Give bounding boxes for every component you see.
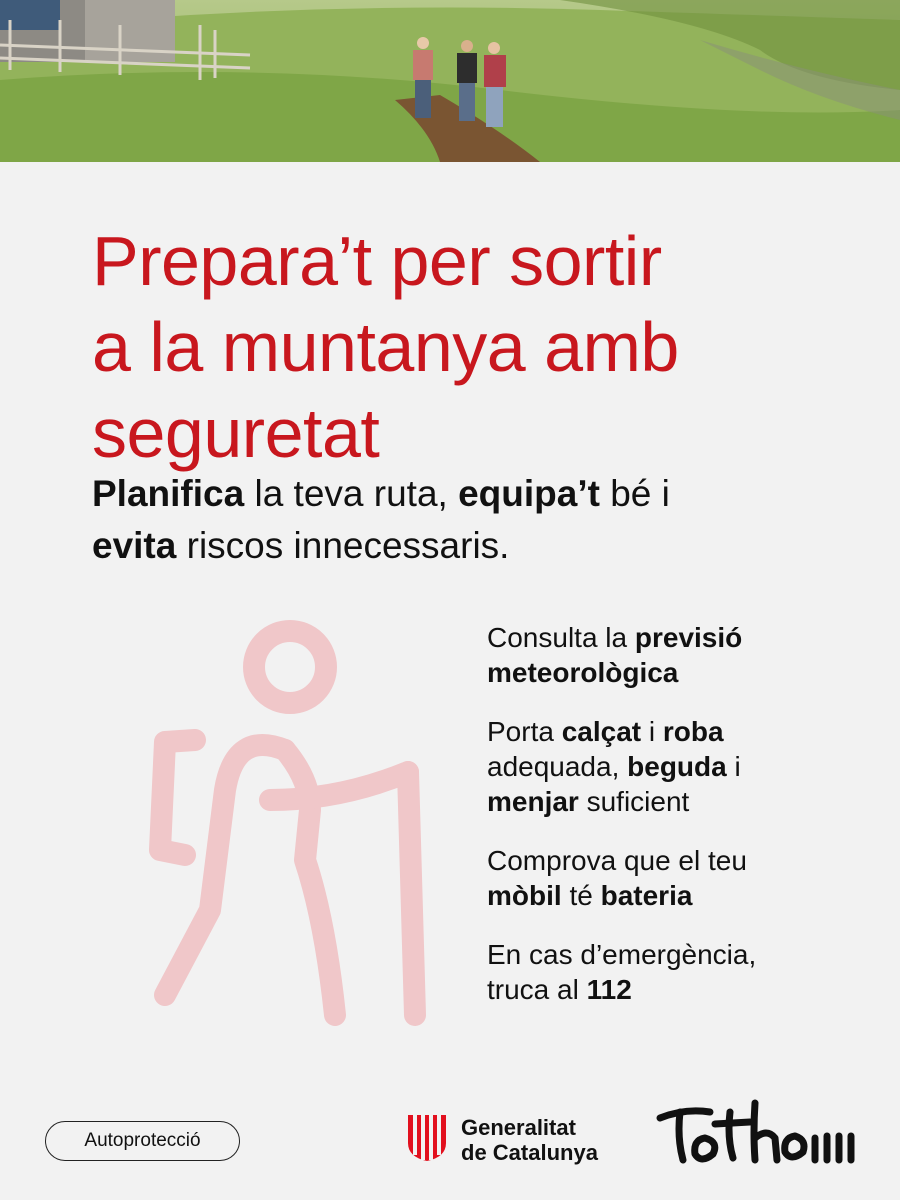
tothom-logo — [655, 1098, 855, 1168]
tip-line — [487, 620, 877, 655]
tip-line — [487, 749, 877, 784]
generalitat-line-2: de Catalunya — [461, 1140, 598, 1165]
hikers-photo-illustration — [0, 0, 900, 162]
subtitle-text: la teva ruta, — [244, 473, 459, 514]
page-title — [92, 218, 852, 476]
tip-text: Porta — [487, 716, 562, 747]
tip-line — [487, 655, 877, 690]
tip-text: Consulta la — [487, 622, 635, 653]
tip-bold: previsió — [634, 622, 743, 653]
hero-photo — [0, 0, 900, 162]
autoproteccio-badge[interactable]: Autoprotecció — [45, 1121, 240, 1161]
subtitle-bold-planifica: Planifica — [92, 473, 245, 514]
generalitat-name — [461, 1115, 598, 1165]
tip-emergency — [487, 937, 877, 1007]
tip-text: truca al — [487, 974, 587, 1005]
generalitat-logo — [406, 1113, 626, 1169]
tip-text: té — [561, 880, 601, 911]
subtitle-text: riscos innecessaris. — [176, 525, 510, 566]
tip-line — [487, 843, 877, 878]
tip-bold: beguda — [627, 751, 727, 782]
tips-list — [487, 620, 877, 1031]
tip-line — [487, 972, 877, 1007]
title-line-2: a la muntanya amb — [92, 308, 679, 386]
title-line-1: Prepara’t per sortir — [92, 222, 662, 300]
tip-text: adequada, — [487, 751, 628, 782]
tip-text: i — [641, 716, 663, 747]
tip-bold: meteorològica — [487, 657, 679, 688]
tip-line — [487, 714, 877, 749]
tip-text: i — [726, 751, 741, 782]
tip-line — [487, 784, 877, 819]
tip-bold: mòbil — [487, 880, 562, 911]
tip-text: Comprova que el teu — [487, 845, 747, 876]
tip-bold: 112 — [586, 974, 632, 1005]
tip-text: En cas d’emergència, — [487, 939, 757, 970]
senyera-icon — [406, 1113, 448, 1163]
hiker-icon — [140, 620, 440, 1040]
tip-bold: menjar — [487, 786, 579, 817]
tip-phone — [487, 843, 877, 913]
subtitle-bold-evita: evita — [92, 525, 177, 566]
tip-line — [487, 878, 877, 913]
generalitat-line-1: Generalitat — [461, 1115, 576, 1140]
subtitle-text: bé i — [599, 473, 670, 514]
tip-bold: roba — [662, 716, 724, 747]
title-line-3: seguretat — [92, 394, 380, 472]
subtitle-bold-equipat: equipa’t — [458, 473, 600, 514]
subtitle-line-1 — [92, 468, 852, 520]
tip-bold: bateria — [600, 880, 693, 911]
tip-bold: calçat — [561, 716, 642, 747]
subtitle-line-2 — [92, 520, 852, 572]
subtitle — [92, 468, 852, 572]
tip-weather — [487, 620, 877, 690]
tip-gear — [487, 714, 877, 819]
tip-line — [487, 937, 877, 972]
tip-text: suficient — [578, 786, 690, 817]
